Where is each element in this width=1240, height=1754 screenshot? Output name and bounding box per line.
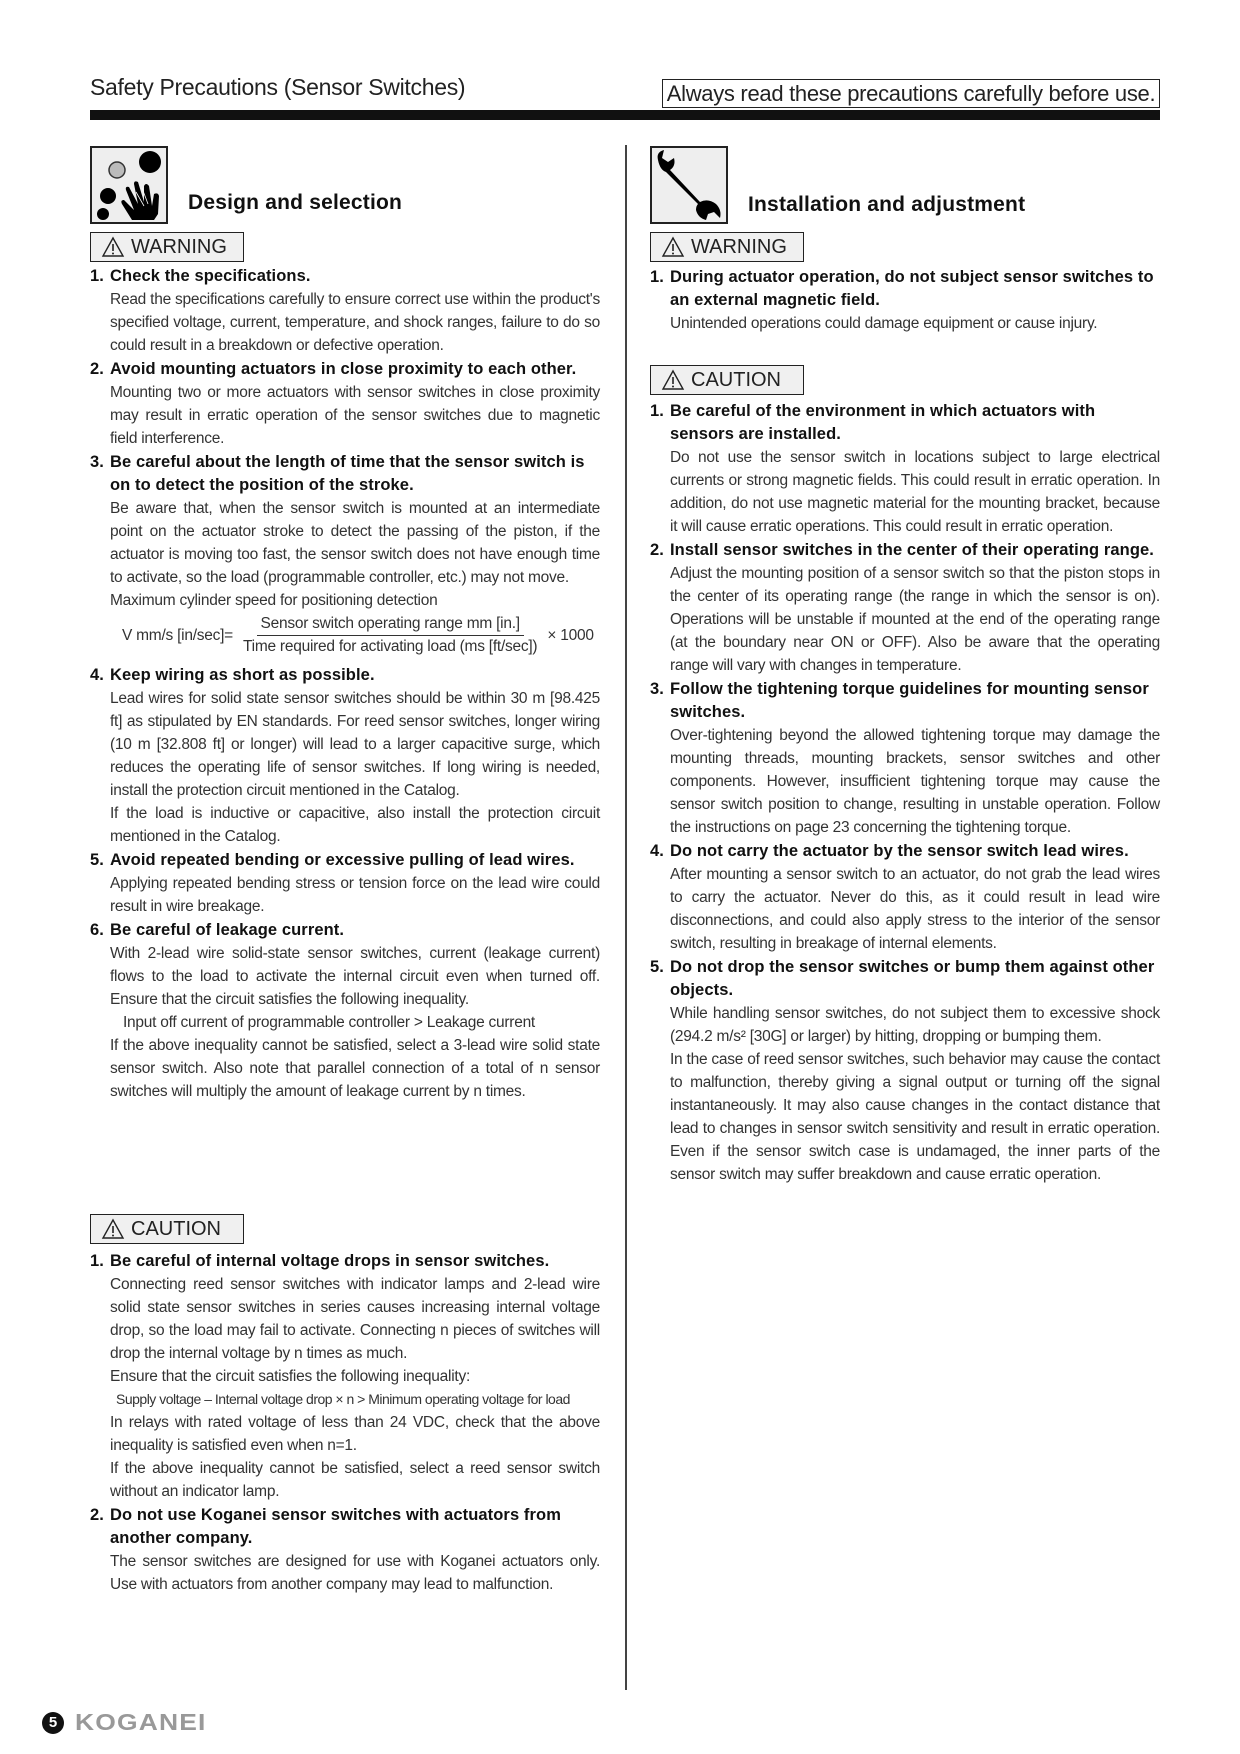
formula-lhs: V mm/s [in/sec]= (122, 626, 233, 644)
item-title-text: Check the specifications. (110, 267, 311, 285)
precaution-notice: Always read these precautions carefully before use. (662, 79, 1160, 108)
item-paragraph: Read the specifications carefully to ensure correct use within the product's specified voltage, current, temperature, and shock ranges, failure to do so could result in a breakdown or defective operation. (110, 291, 600, 354)
precaution-item (650, 400, 1160, 538)
item-paragraph: The sensor switches are designed for use with Koganei actuators only. Use with actuators from another company may lead to malfunction. (110, 1553, 600, 1593)
item-title (650, 678, 1160, 724)
precaution-item (90, 1504, 600, 1596)
section-heading-design: Design and selection (188, 191, 403, 214)
page-number: 5 (42, 1712, 64, 1734)
precaution-item (90, 451, 600, 656)
item-paragraph: Applying repeated bending stress or tension force on the lead wire could result in wire breakage. (110, 875, 600, 915)
warning-label-text: WARNING (131, 236, 227, 258)
formula-denominator: Time required for activating load (ms [ft/sec]) (243, 638, 538, 655)
item-paragraph: Be aware that, when the sensor switch is mounted at an intermediate point on the actuator stroke to detect the passing of the piston, if the actuator is moving too fast, the sensor switch does not have enough time to activate, so the load (programmable controller, etc.) may not move. (110, 500, 600, 586)
item-paragraph: Adjust the mounting position of a sensor switch so that the piston stops in the center of its operating range (the range in which the sensor is on). Operations will be unstable if mounted at the end of the operating range (at the boundary near ON or OFF). Also be aware that the operating range will vary with changes in temperature. (670, 565, 1160, 674)
caution-label-text: CAUTION (131, 1218, 221, 1240)
precaution-item (650, 266, 1160, 335)
item-title (90, 664, 600, 687)
warning-label-right (650, 232, 804, 262)
item-number: 5. (650, 958, 664, 976)
item-title (650, 956, 1160, 1002)
page-title: Safety Precautions (Sensor Switches) (90, 74, 466, 100)
item-title-text: Be careful of internal voltage drops in sensor switches. (110, 1252, 550, 1270)
item-title-text: Keep wiring as short as possible. (110, 666, 375, 684)
warning-label-left (90, 232, 244, 262)
caution-label-right (650, 365, 804, 395)
item-title-text: Do not use Koganei sensor switches with actuators from another company. (110, 1506, 561, 1547)
item-paragraph: If the load is inductive or capacitive, also install the protection circuit mentioned in the Catalog. (110, 805, 600, 845)
item-paragraph: If the above inequality cannot be satisfied, select a 3-lead wire solid state sensor switch. Also note that parallel connection of a total of n sensor switches will multiply the amount of leakage current by n times. (110, 1037, 600, 1100)
item-title (90, 451, 600, 497)
precaution-item (90, 265, 600, 357)
precaution-item (90, 1250, 600, 1503)
item-title (650, 400, 1160, 446)
item-paragraph: Ensure that the circuit satisfies the following inequality: (110, 1368, 471, 1385)
item-paragraph: Unintended operations could damage equipment or cause injury. (670, 315, 1098, 332)
warning-triangle-icon (101, 236, 125, 258)
item-title-text: Do not drop the sensor switches or bump them against other objects. (670, 958, 1155, 999)
section-heading-installation: Installation and adjustment (748, 193, 1026, 216)
item-paragraph: If the above inequality cannot be satisfied, select a reed sensor switch without an indicator lamp. (110, 1460, 600, 1500)
formula-numerator: Sensor switch operating range mm [in.] (257, 615, 524, 636)
item-title-text: Avoid mounting actuators in close proximity to each other. (110, 360, 577, 378)
precaution-item (90, 358, 600, 450)
item-number: 3. (650, 680, 664, 698)
item-title (90, 919, 600, 942)
precaution-item (650, 840, 1160, 955)
item-title (650, 840, 1160, 863)
item-number: 1. (650, 268, 664, 286)
item-number: 2. (90, 360, 104, 378)
caution-label-text: CAUTION (691, 369, 781, 391)
inequality-text: Input off current of programmable controller > Leakage current (123, 1014, 535, 1031)
item-title-text: Do not carry the actuator by the sensor switch lead wires. (670, 842, 1129, 860)
precaution-item (650, 539, 1160, 677)
right-caution-list (650, 400, 1160, 1187)
hand-and-balls-icon (90, 146, 168, 224)
warning-triangle-icon (661, 236, 685, 258)
brand-logo: KOGANEI (75, 1709, 207, 1735)
precaution-item (90, 849, 600, 918)
item-title-text: Follow the tightening torque guidelines for mounting sensor switches. (670, 680, 1149, 721)
item-number: 1. (90, 1252, 104, 1270)
item-title (650, 266, 1160, 312)
item-number: 2. (650, 541, 664, 559)
item-paragraph: While handling sensor switches, do not subject them to excessive shock (294.2 m/s² [30G] or larger) by hitting, dropping or bumping them. (670, 1005, 1160, 1045)
item-title-text: Be careful of the environment in which actuators with sensors are installed. (670, 402, 1096, 443)
warning-label-text: WARNING (691, 236, 787, 258)
precaution-item (90, 664, 600, 848)
item-number: 5. (90, 851, 104, 869)
formula-multiplier: × 1000 (547, 626, 594, 644)
item-paragraph: Lead wires for solid state sensor switches should be within 30 m [98.425 ft] as stipulated by EN standards. For reed sensor switches, longer wiring (10 m [32.808 ft] or longer) will lead to a larger capacitive surge, which reduces the operating life of sensor switches. If long wiring is needed, install the protection circuit mentioned in the Catalog. (110, 690, 600, 799)
item-paragraph: Over-tightening beyond the allowed tightening torque may damage the mounting threads, mounting brackets, sensor switches and other components. However, insufficient tightening torque may cause the sensor switch position to change, resulting in unstable operation. Follow the instructions on page 23 concerning the tightening torque. (670, 727, 1160, 836)
item-title (650, 539, 1160, 562)
warning-triangle-icon (101, 1218, 125, 1240)
item-title (90, 358, 600, 381)
right-warning-list (650, 266, 1160, 336)
item-paragraph: Mounting two or more actuators with sensor switches in close proximity may result in erratic operation of the sensor switches due to magnetic field interference. (110, 384, 600, 447)
item-paragraph: Do not use the sensor switch in locations subject to large electrical currents or strong magnetic fields. This could result in erratic operation. In addition, do not use magnetic material for the mounting bracket, because it will cause erratic operations. This could result in erratic operation. (670, 449, 1160, 535)
item-number: 4. (90, 666, 104, 684)
item-title-text: During actuator operation, do not subject sensor switches to an external magnetic field. (670, 268, 1154, 309)
header-rule (90, 110, 1160, 120)
item-paragraph: In relays with rated voltage of less than 24 VDC, check that the above inequality is satisfied even when n=1. (110, 1414, 600, 1454)
precaution-item (650, 678, 1160, 839)
speed-formula (122, 615, 600, 656)
precaution-item (650, 956, 1160, 1186)
item-number: 6. (90, 921, 104, 939)
item-title (90, 849, 600, 872)
item-paragraph: Connecting reed sensor switches with indicator lamps and 2-lead wire solid state sensor switches in series causes increasing internal voltage drop, so the load may fail to activate. Connecting n pieces of switches will drop the internal voltage by n times as much. (110, 1276, 600, 1362)
inequality-text: Supply voltage – Internal voltage drop × n > Minimum operating voltage for load (116, 1391, 570, 1407)
formula-fraction (239, 615, 541, 656)
item-paragraph: After mounting a sensor switch to an actuator, do not grab the lead wires to carry the actuator. Never do this, as it could result in lead wire disconnections, and could also apply stress to the interior of the sensor switch, resulting in breakage of internal elements. (670, 866, 1160, 952)
caution-label-left (90, 1214, 244, 1244)
warning-triangle-icon (661, 369, 685, 391)
column-divider (625, 145, 627, 1690)
item-paragraph: In the case of reed sensor switches, such behavior may cause the contact to malfunction, thereby giving a signal output or turning off the signal instantaneously. It may also cause changes in the contact distance that lead to changes in sensor switch sensitivity and result in erratic operation. Even if the sensor switch case is undamaged, the inner parts of the sensor switch may suffer breakdown and cause erratic operation. (670, 1051, 1160, 1183)
item-number: 4. (650, 842, 664, 860)
item-title-text: Install sensor switches in the center of their operating range. (670, 541, 1154, 559)
item-title (90, 265, 600, 288)
precaution-item (90, 919, 600, 1103)
item-number: 2. (90, 1506, 104, 1524)
item-title-text: Be careful about the length of time that the sensor switch is on to detect the position of the stroke. (110, 453, 585, 494)
item-title-text: Be careful of leakage current. (110, 921, 345, 939)
item-number: 3. (90, 453, 104, 471)
item-paragraph: With 2-lead wire solid-state sensor switches, current (leakage current) flows to the load to activate the internal circuit even when turned off. Ensure that the circuit satisfies the following inequality. (110, 945, 600, 1008)
left-caution-list (90, 1250, 600, 1597)
item-number: 1. (90, 267, 104, 285)
left-warning-list (90, 265, 600, 1104)
item-paragraph: Maximum cylinder speed for positioning detection (110, 592, 438, 609)
item-title (90, 1250, 600, 1273)
item-title (90, 1504, 600, 1550)
wrench-icon (650, 146, 728, 224)
item-number: 1. (650, 402, 664, 420)
item-title-text: Avoid repeated bending or excessive pulling of lead wires. (110, 851, 575, 869)
